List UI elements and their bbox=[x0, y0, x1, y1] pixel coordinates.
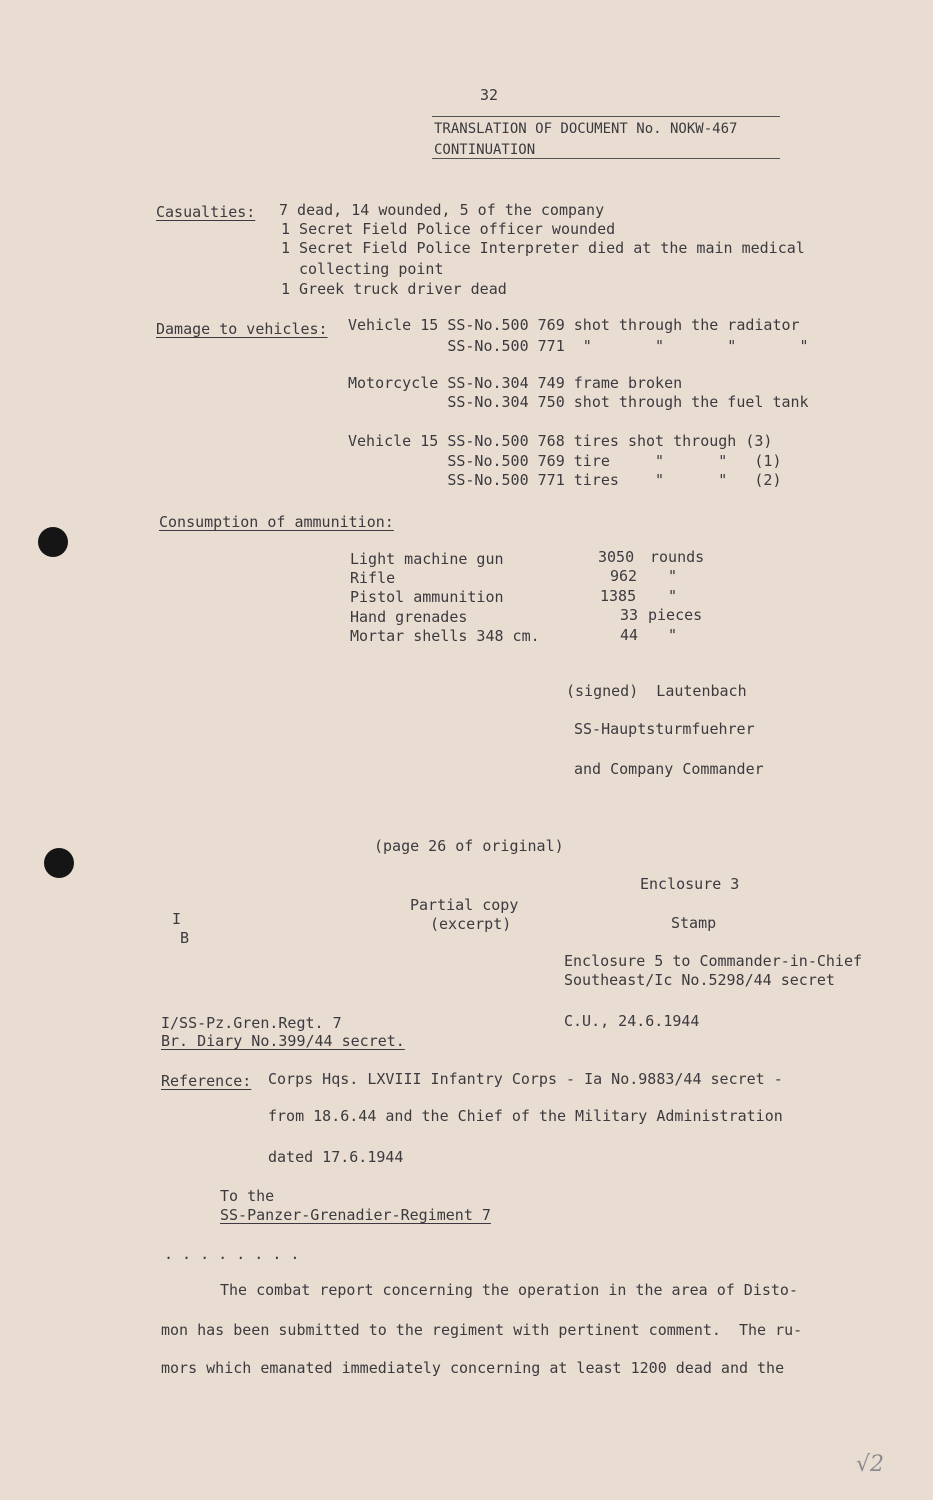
sender-diary-number: Br. Diary No.399/44 secret. bbox=[161, 1032, 405, 1050]
reference-line: Corps Hqs. LXVIII Infantry Corps - Ia No.9883/44 secret - bbox=[268, 1070, 783, 1088]
ammo-unit: " bbox=[668, 626, 678, 644]
header-bottom-rule bbox=[432, 158, 780, 159]
header-top-rule bbox=[432, 116, 780, 117]
partial-copy-excerpt: (excerpt) bbox=[430, 915, 512, 933]
ammo-unit: " bbox=[668, 567, 678, 585]
original-page-note: (page 26 of original) bbox=[374, 837, 564, 855]
casualties-label: Casualties: bbox=[156, 203, 256, 221]
damage-line: SS-No.500 771 tires " " (2) bbox=[348, 471, 782, 489]
marginal-B: B bbox=[180, 929, 190, 947]
punch-hole-lower bbox=[44, 848, 74, 878]
addressee-regiment: SS-Panzer-Grenadier-Regiment 7 bbox=[220, 1206, 491, 1224]
ammunition-label: Consumption of ammunition: bbox=[159, 513, 394, 531]
damage-line: Vehicle 15 SS-No.500 769 shot through the radiator bbox=[348, 316, 800, 334]
reference-line: from 18.6.44 and the Chief of the Military Administration bbox=[268, 1107, 783, 1125]
ammo-qty: 3050 bbox=[598, 548, 635, 566]
damage-line: Vehicle 15 SS-No.500 768 tires shot through (3) bbox=[348, 432, 773, 450]
casualties-line: 1 Secret Field Police Interpreter died at the main medical bbox=[281, 239, 805, 257]
ammo-qty: 44 bbox=[620, 626, 639, 644]
reference-label: Reference: bbox=[161, 1072, 252, 1090]
ammo-qty: 1385 bbox=[600, 587, 637, 605]
body-line: The combat report concerning the operation in the area of Disto- bbox=[220, 1281, 798, 1299]
document-date: C.U., 24.6.1944 bbox=[564, 1012, 700, 1030]
addressee-to: To the bbox=[220, 1187, 275, 1205]
ammo-item: Mortar shells 348 cm. bbox=[350, 627, 540, 645]
omission-dots: . . . . . . . . bbox=[164, 1245, 300, 1263]
sender-unit: I/SS-Pz.Gren.Regt. 7 bbox=[161, 1014, 342, 1032]
punch-hole-upper bbox=[38, 527, 68, 557]
damage-label: Damage to vehicles: bbox=[156, 320, 328, 338]
casualties-line: 7 dead, 14 wounded, 5 of the company bbox=[279, 201, 605, 219]
enclosure5-line2: Southeast/Ic No.5298/44 secret bbox=[564, 971, 835, 989]
ammo-unit: " bbox=[668, 587, 678, 605]
ammo-unit: pieces bbox=[648, 606, 703, 624]
signature-role: and Company Commander bbox=[574, 760, 764, 778]
ammo-unit: rounds bbox=[650, 548, 705, 566]
ammo-item: Pistol ammunition bbox=[350, 588, 504, 606]
ammo-item: Rifle bbox=[350, 569, 396, 587]
page-number: 32 bbox=[480, 86, 499, 104]
casualties-line: 1 Secret Field Police officer wounded bbox=[281, 220, 616, 238]
damage-line: SS-No.500 769 tire " " (1) bbox=[348, 452, 782, 470]
corner-handwritten-mark: √2 bbox=[856, 1452, 885, 1477]
damage-line: SS-No.500 771 " " " " bbox=[348, 337, 809, 355]
marginal-I: I bbox=[172, 910, 182, 928]
enclosure-number: Enclosure 3 bbox=[640, 875, 740, 893]
damage-line: Motorcycle SS-No.304 749 frame broken bbox=[348, 374, 683, 392]
casualties-line: 1 Greek truck driver dead bbox=[281, 280, 507, 298]
signature-signed: (signed) Lautenbach bbox=[566, 682, 747, 700]
damage-line: SS-No.304 750 shot through the fuel tank bbox=[348, 393, 809, 411]
signature-rank: SS-Hauptsturmfuehrer bbox=[574, 720, 755, 738]
body-line: mors which emanated immediately concerning at least 1200 dead and the bbox=[161, 1359, 785, 1377]
partial-copy-label: Partial copy bbox=[410, 896, 519, 914]
reference-line: dated 17.6.1944 bbox=[268, 1148, 404, 1166]
body-line: mon has been submitted to the regiment with pertinent comment. The ru- bbox=[161, 1321, 803, 1339]
header-title: TRANSLATION OF DOCUMENT No. NOKW-467 bbox=[434, 121, 738, 137]
enclosure5-line1: Enclosure 5 to Commander-in-Chief bbox=[564, 952, 863, 970]
ammo-qty: 33 bbox=[620, 606, 639, 624]
ammo-item: Light machine gun bbox=[350, 550, 504, 568]
header-continuation: CONTINUATION bbox=[434, 142, 536, 158]
ammo-qty: 962 bbox=[610, 567, 638, 585]
stamp-label: Stamp bbox=[671, 914, 717, 932]
ammo-item: Hand grenades bbox=[350, 608, 468, 626]
casualties-line: collecting point bbox=[299, 260, 444, 278]
